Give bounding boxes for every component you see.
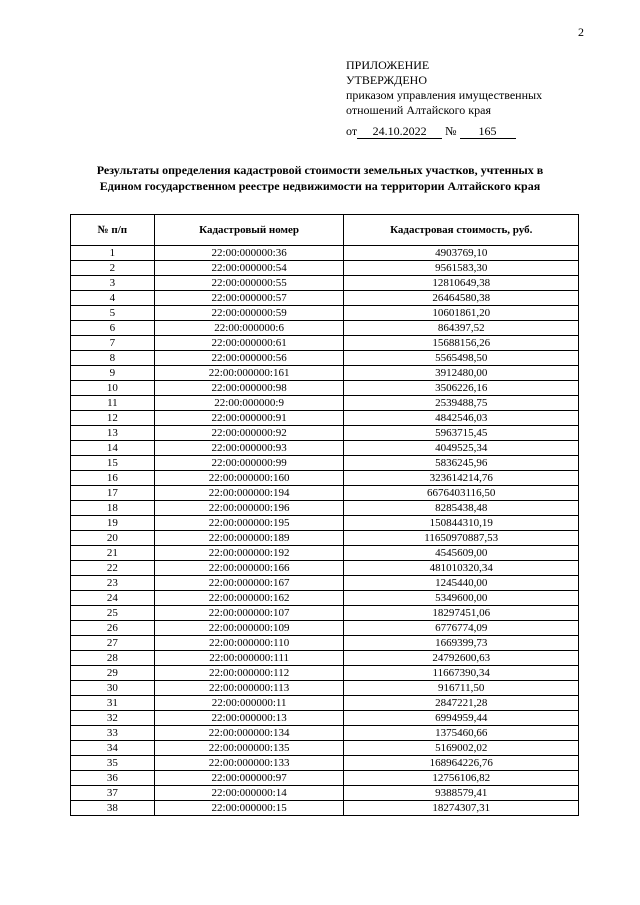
cadastral-number-cell: 22:00:000000:36 xyxy=(154,246,344,261)
cadastral-number-cell: 22:00:000000:112 xyxy=(154,666,344,681)
cadastral-value-cell: 481010320,34 xyxy=(344,561,579,576)
row-number-cell: 18 xyxy=(71,501,155,516)
row-number-cell: 11 xyxy=(71,396,155,411)
table-row xyxy=(71,531,579,546)
row-number-cell: 29 xyxy=(71,666,155,681)
cadastral-value-cell: 5963715,45 xyxy=(344,426,579,441)
row-number-cell: 35 xyxy=(71,756,155,771)
header-row-number: № п/п xyxy=(71,215,155,246)
approved-label: УТВЕРЖДЕНО xyxy=(346,73,428,87)
row-number-cell: 24 xyxy=(71,591,155,606)
cadastral-value-cell: 5836245,96 xyxy=(344,456,579,471)
table-header-row xyxy=(71,215,579,246)
cadastral-value-cell: 6994959,44 xyxy=(344,711,579,726)
row-number-cell: 14 xyxy=(71,441,155,456)
table-body xyxy=(71,246,579,816)
cadastral-value-cell: 4842546,03 xyxy=(344,411,579,426)
table-row xyxy=(71,501,579,516)
cadastral-number-cell: 22:00:000000:56 xyxy=(154,351,344,366)
cadastral-value-cell: 168964226,76 xyxy=(344,756,579,771)
cadastral-value-cell: 24792600,63 xyxy=(344,651,579,666)
cadastral-number-cell: 22:00:000000:14 xyxy=(154,786,344,801)
row-number-cell: 16 xyxy=(71,471,155,486)
table-row xyxy=(71,561,579,576)
cadastral-number-cell: 22:00:000000:15 xyxy=(154,801,344,816)
cadastral-value-cell: 26464580,38 xyxy=(344,291,579,306)
cadastral-value-cell: 2847221,28 xyxy=(344,696,579,711)
document-title xyxy=(70,162,570,194)
table-row xyxy=(71,381,579,396)
row-number-cell: 26 xyxy=(71,621,155,636)
row-number-cell: 30 xyxy=(71,681,155,696)
order-date: 24.10.2022 xyxy=(357,125,442,139)
cadastral-value-cell: 10601861,20 xyxy=(344,306,579,321)
cadastral-value-cell: 323614214,76 xyxy=(344,471,579,486)
table-row xyxy=(71,246,579,261)
row-number-cell: 15 xyxy=(71,456,155,471)
cadastral-value-cell: 4049525,34 xyxy=(344,441,579,456)
row-number-cell: 38 xyxy=(71,801,155,816)
table-row xyxy=(71,396,579,411)
table-row xyxy=(71,291,579,306)
row-number-cell: 9 xyxy=(71,366,155,381)
row-number-cell: 25 xyxy=(71,606,155,621)
cadastral-number-cell: 22:00:000000:13 xyxy=(154,711,344,726)
cadastral-value-cell: 864397,52 xyxy=(344,321,579,336)
cadastral-value-cell: 11667390,34 xyxy=(344,666,579,681)
cadastral-value-cell: 1375460,66 xyxy=(344,726,579,741)
table-row xyxy=(71,696,579,711)
row-number-cell: 21 xyxy=(71,546,155,561)
cadastral-value-cell: 1669399,73 xyxy=(344,636,579,651)
cadastral-number-cell: 22:00:000000:59 xyxy=(154,306,344,321)
row-number-cell: 2 xyxy=(71,261,155,276)
cadastral-number-cell: 22:00:000000:55 xyxy=(154,276,344,291)
row-number-cell: 20 xyxy=(71,531,155,546)
row-number-cell: 33 xyxy=(71,726,155,741)
cadastral-number-cell: 22:00:000000:196 xyxy=(154,501,344,516)
table-row xyxy=(71,546,579,561)
cadastral-number-cell: 22:00:000000:91 xyxy=(154,411,344,426)
table-row xyxy=(71,576,579,591)
table-row xyxy=(71,681,579,696)
cadastral-value-cell: 4545609,00 xyxy=(344,546,579,561)
cadastral-number-cell: 22:00:000000:189 xyxy=(154,531,344,546)
row-number-cell: 23 xyxy=(71,576,155,591)
table-row xyxy=(71,486,579,501)
cadastral-value-cell: 15688156,26 xyxy=(344,336,579,351)
row-number-cell: 4 xyxy=(71,291,155,306)
row-number-cell: 22 xyxy=(71,561,155,576)
date-prefix: от xyxy=(346,124,358,138)
row-number-cell: 32 xyxy=(71,711,155,726)
cadastral-number-cell: 22:00:000000:109 xyxy=(154,621,344,636)
table-row xyxy=(71,801,579,816)
appendix-block xyxy=(346,58,606,139)
cadastral-number-cell: 22:00:000000:133 xyxy=(154,756,344,771)
row-number-cell: 12 xyxy=(71,411,155,426)
cadastral-number-cell: 22:00:000000:97 xyxy=(154,771,344,786)
cadastral-value-cell: 5349600,00 xyxy=(344,591,579,606)
row-number-cell: 27 xyxy=(71,636,155,651)
table-row xyxy=(71,471,579,486)
header-cadastral-value: Кадастровая стоимость, руб. xyxy=(344,215,579,246)
order-date-number xyxy=(346,124,606,139)
table-row xyxy=(71,411,579,426)
table-row xyxy=(71,426,579,441)
appendix-label: ПРИЛОЖЕНИЕ xyxy=(346,58,430,72)
row-number-cell: 34 xyxy=(71,741,155,756)
cadastral-number-cell: 22:00:000000:167 xyxy=(154,576,344,591)
cadastral-number-cell: 22:00:000000:166 xyxy=(154,561,344,576)
page-number: 2 xyxy=(578,25,584,39)
cadastral-number-cell: 22:00:000000:161 xyxy=(154,366,344,381)
table-row xyxy=(71,756,579,771)
header-cadastral-number: Кадастровый номер xyxy=(154,215,344,246)
cadastral-number-cell: 22:00:000000:99 xyxy=(154,456,344,471)
cadastral-value-cell: 8285438,48 xyxy=(344,501,579,516)
row-number-cell: 10 xyxy=(71,381,155,396)
row-number-cell: 28 xyxy=(71,651,155,666)
cadastral-value-cell: 150844310,19 xyxy=(344,516,579,531)
cadastral-value-cell: 12810649,38 xyxy=(344,276,579,291)
cadastral-number-cell: 22:00:000000:194 xyxy=(154,486,344,501)
table-row xyxy=(71,441,579,456)
cadastral-value-cell: 5169002,02 xyxy=(344,741,579,756)
table-row xyxy=(71,786,579,801)
order-description: приказом управления имущественных xyxy=(346,88,543,102)
cadastral-number-cell: 22:00:000000:135 xyxy=(154,741,344,756)
table-row xyxy=(71,771,579,786)
cadastral-number-cell: 22:00:000000:107 xyxy=(154,606,344,621)
table-row xyxy=(71,276,579,291)
number-prefix: № xyxy=(445,124,457,138)
table-row xyxy=(71,456,579,471)
table-row xyxy=(71,261,579,276)
cadastral-number-cell: 22:00:000000:111 xyxy=(154,651,344,666)
cadastral-value-cell: 5565498,50 xyxy=(344,351,579,366)
cadastral-value-cell: 4903769,10 xyxy=(344,246,579,261)
cadastral-number-cell: 22:00:000000:54 xyxy=(154,261,344,276)
table-row xyxy=(71,591,579,606)
cadastral-number-cell: 22:00:000000:9 xyxy=(154,396,344,411)
order-authority: отношений Алтайского края xyxy=(346,103,491,117)
table-row xyxy=(71,321,579,336)
table-row xyxy=(71,351,579,366)
cadastral-number-cell: 22:00:000000:134 xyxy=(154,726,344,741)
table-row xyxy=(71,336,579,351)
cadastral-value-table xyxy=(70,214,579,816)
table-row xyxy=(71,606,579,621)
table-row xyxy=(71,516,579,531)
row-number-cell: 6 xyxy=(71,321,155,336)
table-row xyxy=(71,306,579,321)
row-number-cell: 37 xyxy=(71,786,155,801)
table-row xyxy=(71,366,579,381)
cadastral-value-cell: 3912480,00 xyxy=(344,366,579,381)
cadastral-value-cell: 9388579,41 xyxy=(344,786,579,801)
cadastral-number-cell: 22:00:000000:110 xyxy=(154,636,344,651)
cadastral-number-cell: 22:00:000000:98 xyxy=(154,381,344,396)
row-number-cell: 17 xyxy=(71,486,155,501)
table-row xyxy=(71,666,579,681)
table-row xyxy=(71,636,579,651)
cadastral-value-cell: 3506226,16 xyxy=(344,381,579,396)
cadastral-number-cell: 22:00:000000:92 xyxy=(154,426,344,441)
cadastral-value-cell: 6676403116,50 xyxy=(344,486,579,501)
row-number-cell: 8 xyxy=(71,351,155,366)
cadastral-number-cell: 22:00:000000:61 xyxy=(154,336,344,351)
cadastral-value-cell: 18297451,06 xyxy=(344,606,579,621)
cadastral-number-cell: 22:00:000000:160 xyxy=(154,471,344,486)
cadastral-value-cell: 2539488,75 xyxy=(344,396,579,411)
cadastral-number-cell: 22:00:000000:162 xyxy=(154,591,344,606)
cadastral-value-cell: 6776774,09 xyxy=(344,621,579,636)
row-number-cell: 3 xyxy=(71,276,155,291)
table-row xyxy=(71,741,579,756)
table-row xyxy=(71,711,579,726)
cadastral-number-cell: 22:00:000000:57 xyxy=(154,291,344,306)
table-row xyxy=(71,726,579,741)
title-line-1: Результаты определения кадастровой стоимости земельных участков, учтенных в xyxy=(96,163,544,177)
cadastral-number-cell: 22:00:000000:93 xyxy=(154,441,344,456)
row-number-cell: 31 xyxy=(71,696,155,711)
row-number-cell: 36 xyxy=(71,771,155,786)
cadastral-number-cell: 22:00:000000:11 xyxy=(154,696,344,711)
row-number-cell: 5 xyxy=(71,306,155,321)
row-number-cell: 19 xyxy=(71,516,155,531)
row-number-cell: 1 xyxy=(71,246,155,261)
table-row xyxy=(71,651,579,666)
cadastral-value-cell: 916711,50 xyxy=(344,681,579,696)
cadastral-number-cell: 22:00:000000:192 xyxy=(154,546,344,561)
cadastral-value-cell: 1245440,00 xyxy=(344,576,579,591)
cadastral-number-cell: 22:00:000000:6 xyxy=(154,321,344,336)
cadastral-value-cell: 9561583,30 xyxy=(344,261,579,276)
cadastral-number-cell: 22:00:000000:113 xyxy=(154,681,344,696)
title-line-2: Едином государственном реестре недвижимости на территории Алтайского края xyxy=(99,179,541,193)
row-number-cell: 7 xyxy=(71,336,155,351)
row-number-cell: 13 xyxy=(71,426,155,441)
cadastral-value-cell: 18274307,31 xyxy=(344,801,579,816)
table-row xyxy=(71,621,579,636)
order-number: 165 xyxy=(460,125,516,139)
cadastral-number-cell: 22:00:000000:195 xyxy=(154,516,344,531)
cadastral-value-cell: 11650970887,53 xyxy=(344,531,579,546)
cadastral-value-cell: 12756106,82 xyxy=(344,771,579,786)
